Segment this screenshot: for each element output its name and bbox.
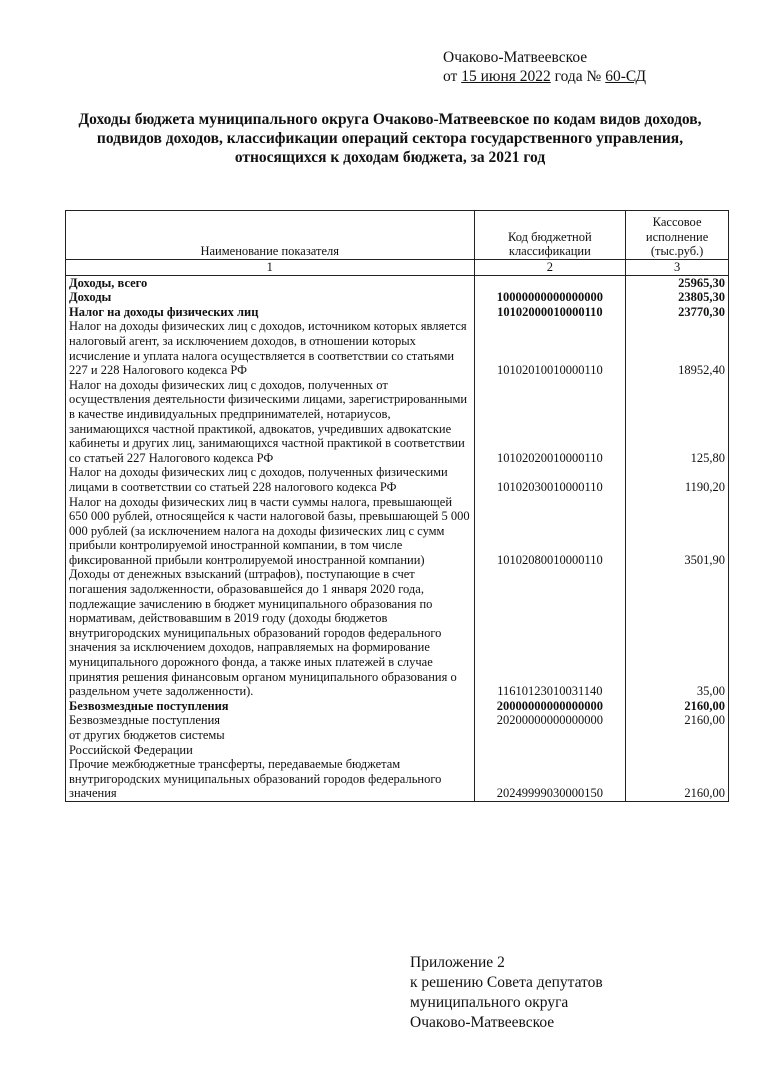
- row-name: Прочие межбюджетные трансферты, передаваемые бюджетам внутригородских муниципальных образований городов федерального значения: [66, 757, 475, 801]
- row-code: 10102020010000110: [474, 378, 626, 466]
- header-code-text: Код бюджетной классификации: [508, 229, 592, 259]
- row-amount: 2160,00: [626, 757, 729, 801]
- date-prefix: от: [443, 68, 462, 85]
- table-row: [66, 305, 729, 320]
- row-code: 10102080010000110: [474, 495, 626, 568]
- table-row: [66, 713, 729, 757]
- appendix-line: Приложение 2: [410, 954, 505, 971]
- table-row: [66, 290, 729, 305]
- table-row: [66, 378, 729, 466]
- table-row: [66, 495, 729, 568]
- row-amount: 2160,00: [626, 713, 729, 757]
- appendix-line: к решению Совета депутатов: [410, 974, 603, 991]
- row-name: Доходы от денежных взысканий (штрафов), поступающие в счет погашения задолженности, образовавшейся до 1 января 2020 года, подлежащие зачислению в бюджет муниципального образования по нормативам, действовавшим в 2019 году (доходы бюджетов внутригородских муниципальных образований городов федерального значения за исключением доходов, направляемых на формирование муниципального дорожного фонда, а также иных платежей в случае принятия решения финансовым органом муниципального образования о раздельном учете задолженности).: [66, 567, 475, 698]
- header-name: Наименование показателя: [66, 211, 475, 260]
- row-code: 20249999030000150: [474, 757, 626, 801]
- row-code: 11610123010031140: [474, 567, 626, 698]
- row-amount: 3501,90: [626, 495, 729, 568]
- decision-header: [443, 48, 646, 86]
- column-number-row: [66, 260, 729, 276]
- appendix-line: Очаково-Матвеевское: [410, 1014, 555, 1031]
- appendix-note: [410, 953, 603, 1033]
- row-name: Доходы, всего: [66, 275, 475, 290]
- row-amount: 18952,40: [626, 319, 729, 377]
- row-name: Безвозмездные поступления от других бюджетов системы Российской Федерации: [66, 713, 475, 757]
- table-row: [66, 699, 729, 714]
- table-body: [66, 275, 729, 801]
- table-row: [66, 757, 729, 801]
- row-amount: 2160,00: [626, 699, 729, 714]
- row-name: Налог на доходы физических лиц: [66, 305, 475, 320]
- row-name: Налог на доходы физических лиц с доходов, полученных физическими лицами в соответствии со статьей 228 налогового кодекса РФ: [66, 465, 475, 494]
- column-number-1: 1: [66, 260, 475, 276]
- row-name: Налог на доходы физических лиц в части суммы налога, превышающей 650 000 рублей, относящейся к части налоговой базы, превышающей 5 000 000 рублей (за исключением налога на доходы физических лиц с сумм прибыли контролируемой иностранной компании, в том числе фиксированной прибыли контролируемой иностранной компании): [66, 495, 475, 568]
- row-code: 10102000010000110: [474, 305, 626, 320]
- table-row: [66, 567, 729, 698]
- appendix-line: муниципального округа: [410, 994, 569, 1011]
- decision-date: 15 июня 2022: [461, 68, 551, 85]
- row-code: [474, 275, 626, 290]
- row-amount: 1190,20: [626, 465, 729, 494]
- header-code: [474, 211, 626, 260]
- row-code: 20200000000000000: [474, 713, 626, 757]
- row-amount: 125,80: [626, 378, 729, 466]
- row-code: 10102010010000110: [474, 319, 626, 377]
- table-header-row: [66, 211, 729, 260]
- row-amount: 23805,30: [626, 290, 729, 305]
- budget-table: [65, 210, 729, 802]
- column-number-3: 3: [626, 260, 729, 276]
- column-number-2: 2: [474, 260, 626, 276]
- decision-number: 60-СД: [605, 68, 647, 85]
- row-code: 10102030010000110: [474, 465, 626, 494]
- row-name: Налог на доходы физических лиц с доходов, полученных от осуществления деятельности физическими лицами, зарегистрированными в качестве индивидуальных предпринимателей, нотариусов, занимающихся частной практикой, адвокатов, учредивших адвокатские кабинеты и других лиц, занимающихся частной практикой в соответствии со статьей 227 Налогового кодекса РФ: [66, 378, 475, 466]
- row-code: 10000000000000000: [474, 290, 626, 305]
- row-name: Безвозмездные поступления: [66, 699, 475, 714]
- row-code: 20000000000000000: [474, 699, 626, 714]
- header-amount-text: Кассовое исполнение (тыс.руб.): [645, 215, 709, 259]
- row-amount: 25965,30: [626, 275, 729, 290]
- row-amount: 23770,30: [626, 305, 729, 320]
- date-middle: года №: [550, 68, 606, 85]
- table-row: [66, 319, 729, 377]
- row-name: Доходы: [66, 290, 475, 305]
- table-row: [66, 465, 729, 494]
- document-title: Доходы бюджета муниципального округа Очаково-Матвеевское по кодам видов доходов, подвидов доходов, классификации операций сектора государственного управления, относящихся к доходам бюджета, за 2021 год: [78, 111, 702, 166]
- header-amount: [626, 211, 729, 260]
- header-date-line: [443, 67, 646, 86]
- row-amount: 35,00: [626, 567, 729, 698]
- table-row: [66, 275, 729, 290]
- header-place: Очаково-Матвеевское: [443, 49, 588, 66]
- row-name: Налог на доходы физических лиц с доходов, источником которых является налоговый агент, за исключением доходов, в отношении которых исчисление и уплата налога осуществляется в соответствии со статьями 227 и 228 Налогового кодекса РФ: [66, 319, 475, 377]
